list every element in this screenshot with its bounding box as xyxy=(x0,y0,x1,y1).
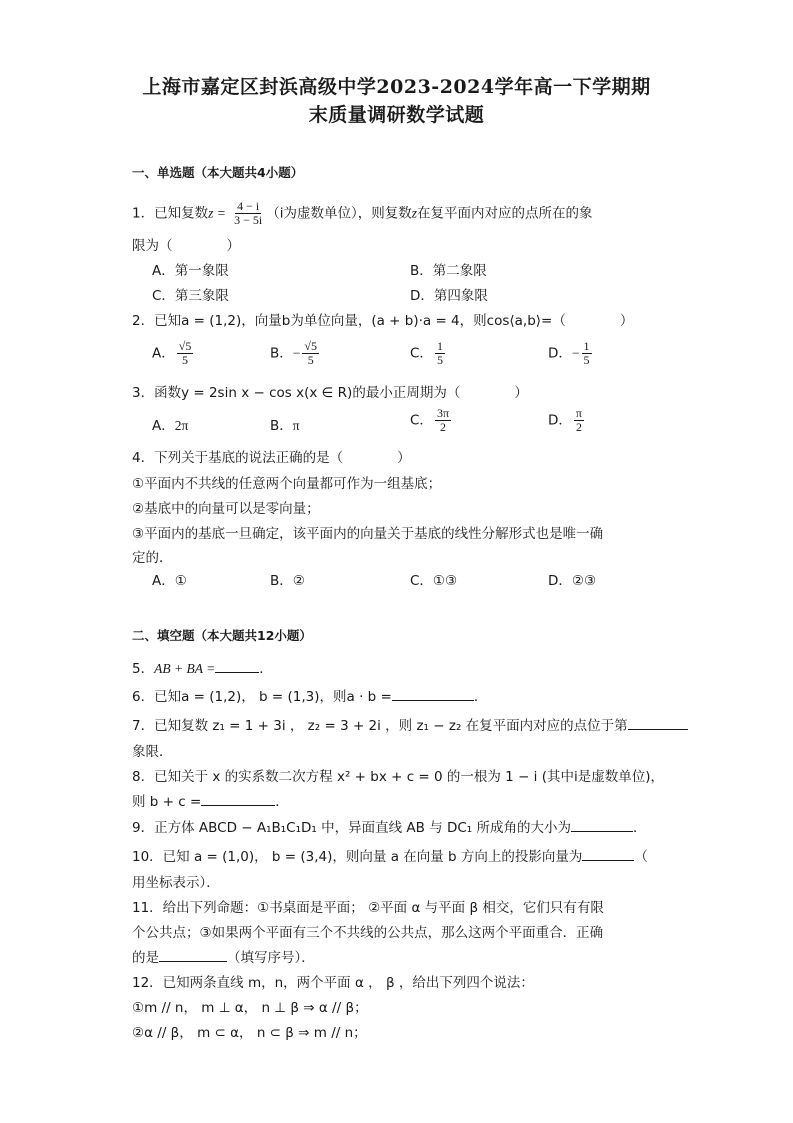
question-3-option-b: B．π xyxy=(270,418,300,434)
question-3-option-c: C． $\frac{3\pi}{2}$ xyxy=(410,406,449,434)
question-3-option-a: A．2π xyxy=(152,418,189,434)
answer-blank xyxy=(159,949,227,962)
question-4-statement-2: ②基底中的向量可以是零向量； xyxy=(132,501,320,517)
question-4-option-b: B．② xyxy=(270,573,305,589)
question-4-option-c: C．①③ xyxy=(410,573,458,589)
question-8-line2: 则 b + c = ． xyxy=(132,794,289,810)
answer-blank xyxy=(215,660,259,673)
section-heading-single-choice: 一、单选题（本大题共4小题） xyxy=(132,165,304,180)
question-1-line1: 1．已知复数z = $\frac{4 - i}{3 - 5i}$ （i为虚数单位），则复数z在复平面内对应的点所在的象 xyxy=(132,199,593,227)
question-8-line1: 8．已知关于 x 的实系数二次方程 x² + bx + c = 0 的一根为 1 − i (其中i是虚数单位)， xyxy=(132,769,664,785)
question-12-statement-1: ①m // n， m ⊥ α， n ⊥ β ⇒ α // β； xyxy=(132,1000,368,1016)
question-7-line1: 7．已知复数 z₁ = 1 + 3i ， z₂ = 3 + 2i ，则 z₁ − z₂ 在复平面内对应的点位于第 xyxy=(132,714,688,734)
question-6: 6．已知a = (1,2)， b = (1,3)，则a · b = ． xyxy=(132,689,488,705)
question-1-line2: 限为（ ） xyxy=(132,238,240,254)
question-1-option-c: C．第三象限 xyxy=(152,288,229,304)
question-4-statement-3a: ③平面内的基底一旦确定，该平面内的向量关于基底的线性分解形式也是唯一确 xyxy=(132,526,604,542)
question-7-line2: 象限． xyxy=(132,744,173,760)
question-4-statement-1: ①平面内不共线的任意两个向量都可作为一组基底； xyxy=(132,476,442,492)
question-2-option-d: D．− $\frac{1}{5}$ xyxy=(548,339,590,367)
answer-blank xyxy=(628,717,688,730)
question-9: 9．正方体 ABCD − A₁B₁C₁D₁ 中，异面直线 AB 与 DC₁ 所成角的大小为 ． xyxy=(132,820,647,836)
answer-blank xyxy=(582,848,634,861)
document-title-line2: 末质量调研数学试题 xyxy=(308,104,485,126)
question-10-line1: 10．已知 a = (1,0)， b = (3,4)，则向量 a 在向量 b 方向上的投影向量为 （ xyxy=(132,849,648,865)
question-2-option-a: A． $\frac{√5}{5}$ xyxy=(152,339,192,367)
question-5: 5．AB + BA = ． xyxy=(132,661,273,677)
question-3-stem: 3．函数y = 2sin x − cos x(x ∈ R)的最小正周期为（ ） xyxy=(132,385,528,401)
question-3-option-d: D． $\frac{\pi}{2}$ xyxy=(548,406,582,434)
question-1-fraction: $\frac{4 - i}{3 - 5i}$ xyxy=(234,199,263,227)
section-heading-fill-blank: 二、填空题（本大题共12小题） xyxy=(132,628,312,643)
question-4-stem: 4．下列关于基底的说法正确的是（ ） xyxy=(132,450,411,466)
question-11-line1: 11．给出下列命题：①书桌面是平面； ②平面 α 与平面 β 相交，它们只有有限 xyxy=(132,900,604,916)
answer-blank xyxy=(571,819,633,832)
question-11-line2: 个公共点；③如果两个平面有三个不共线的公共点，那么这两个平面重合．正确 xyxy=(132,925,604,941)
question-12-stem: 12．已知两条直线 m，n，两个平面 α ， β ，给出下列四个说法： xyxy=(132,975,534,991)
question-4-option-d: D．②③ xyxy=(548,573,597,589)
question-2-option-c: C． $\frac{1}{5}$ xyxy=(410,339,443,367)
question-2-stem: 2．已知a = (1,2)，向量b为单位向量，(a + b)·a = 4，则cos⟨a,b⟩=（ ） xyxy=(132,313,634,329)
question-1-option-b: B．第二象限 xyxy=(410,263,487,279)
question-1-option-a: A．第一象限 xyxy=(152,263,229,279)
question-2-option-b: B．− $\frac{√5}{5}$ xyxy=(270,339,317,367)
question-4-option-a: A．① xyxy=(152,573,187,589)
question-10-line2: 用坐标表示）． xyxy=(132,875,220,891)
question-11-line3: 的是 （填写序号）． xyxy=(132,950,315,966)
question-1-option-d: D．第四象限 xyxy=(410,288,488,304)
document-title-line1: 上海市嘉定区封浜高级中学2023-2024学年高一下学期期 xyxy=(142,76,651,98)
answer-blank xyxy=(201,793,275,806)
question-4-statement-3b: 定的． xyxy=(132,550,173,566)
answer-blank xyxy=(392,688,474,701)
question-12-statement-2: ②α // β， m ⊂ α， n ⊂ β ⇒ m // n； xyxy=(132,1025,367,1041)
